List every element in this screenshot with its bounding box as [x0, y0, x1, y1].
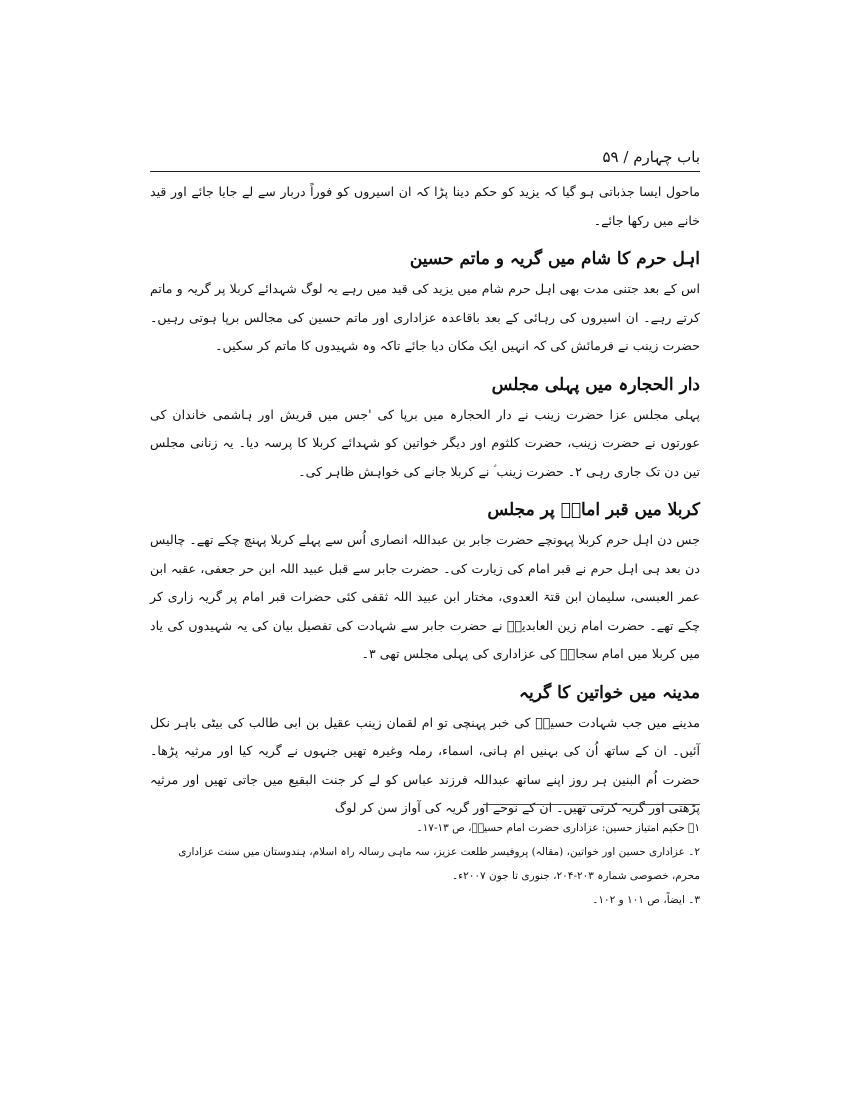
section-heading: مدینہ میں خواتین کا گریہ	[519, 682, 700, 703]
section-heading: دار الحجارہ میں پہلی مجلس	[491, 374, 700, 395]
footnotes	[150, 816, 700, 912]
header-rule	[150, 171, 700, 172]
section-heading: کربلا میں قبر امامؑ پر مجلس	[487, 500, 700, 520]
footnote: ۲۔ عزاداری حسین اور خواتین، (مقالہ) پروفیسر طلعت عزیز، سہ ماہی رسالہ راہ اسلام، ہندوستان میں سنت عزاداری محرم، خصوصی شمارہ ۲۰۳-۲۰۴، جنوری تا جون ۲۰۰۷ء۔	[178, 846, 700, 882]
section-paragraph: جس دن اہل حرم کربلا پہونچے حضرت جابر بن عبداللہ انصاری اُس سے پہلے کربلا پہنچ چکے تھے۔ چالیس دن بعد ہی اہل حرم نے قبر امام کی زیارت کی۔ حضرت جابر سے قبل عبید اللہ ابن حر جعفی، عقبہ ابن عمر العبسی، سلیمان ابن قتۃ العدوی، مختار ابن عبید اللہ ثقفی کئی حضرات قبر امام پر گریہ زاری کر چکے تھے۔ حضرت امام زین العابدینؑ نے حضرت جابر سے شہادت کی تفصیل بیان کی یہ شہیدوں کی یاد میں کربلا میں امام سجادؑ کی عزاداری کی پہلی مجلس تھی ۳۔	[150, 532, 700, 661]
footnote-separator	[483, 804, 700, 805]
section-paragraph: پہلی مجلس عزا حضرت زینب نے دار الحجارہ میں برپا کی 'جس میں قریش اور ہاشمی خاندان کی عورتوں نے حضرت زینب، حضرت کلثوم اور دیگر خواتین کو شہدائے کربلا کا پرسہ دیا۔ یہ زنانی مجلس تین دن تک جاری رہی ۲۔ حضرت زینب ؑ نے کربلا جانے کی خواہش ظاہر کی۔	[150, 406, 700, 479]
section-paragraph: مدینے میں جب شہادت حسینؑ کی خبر پہنچی تو ام لقمان زینب عقیل بن ابی طالب کی بیٹی باہر نکل آئیں۔ ان کے ساتھ اُن کی بہنیں ام ہانی، اسماء، رملہ وغیرہ تھیں جنہوں نے گریہ کیا اور مرثیہ پڑھا۔ حضرت اُم البنین ہر روز اپنے ساتھ عبداللہ فرزند عباس کو لے کر جنت البقیع میں جاتی تھیں اور مرثیہ پڑھتی اور گریہ کرتی تھیں۔ ان کے نوحے اور گریہ کی آواز سن کر لوگ	[150, 714, 700, 815]
running-head: باب چہارم / ۵۹	[602, 148, 700, 166]
intro-paragraph: ماحول ایسا جذباتی ہو گیا کہ یزید کو حکم دینا پڑا کہ ان اسیروں کو فوراً دربار سے لے جایا جائے اور قید خانے میں رکھا جائے۔	[150, 184, 700, 228]
section-heading: اہل حرم کا شام میں گریہ و ماتم حسین	[409, 249, 700, 269]
section-paragraph: اس کے بعد جتنی مدت بھی اہل حرم شام میں یزید کی قید میں رہے یہ لوگ شہدائے کربلا پر گریہ و ماتم کرتے رہے۔ ان اسیروں کی رہائی کے بعد باقاعدہ عزاداری اور ماتم حسین کی مجالس برپا ہوتی رہیں۔ حضرت زینب نے فرمائش کی کہ انہیں ایک مکان دیا جائے تاکہ وہ شہیدوں کا ماتم کر سکیں۔	[150, 281, 700, 353]
page-body	[150, 178, 700, 823]
footnote: ۳۔ ایضاً، ص ۱۰۱ و ۱۰۲۔	[592, 894, 700, 906]
footnote: ۱۔ حکیم امتیاز حسین: عزاداری حضرت امام حسینؑ، ص ۱۳-۱۷۔	[416, 822, 700, 834]
